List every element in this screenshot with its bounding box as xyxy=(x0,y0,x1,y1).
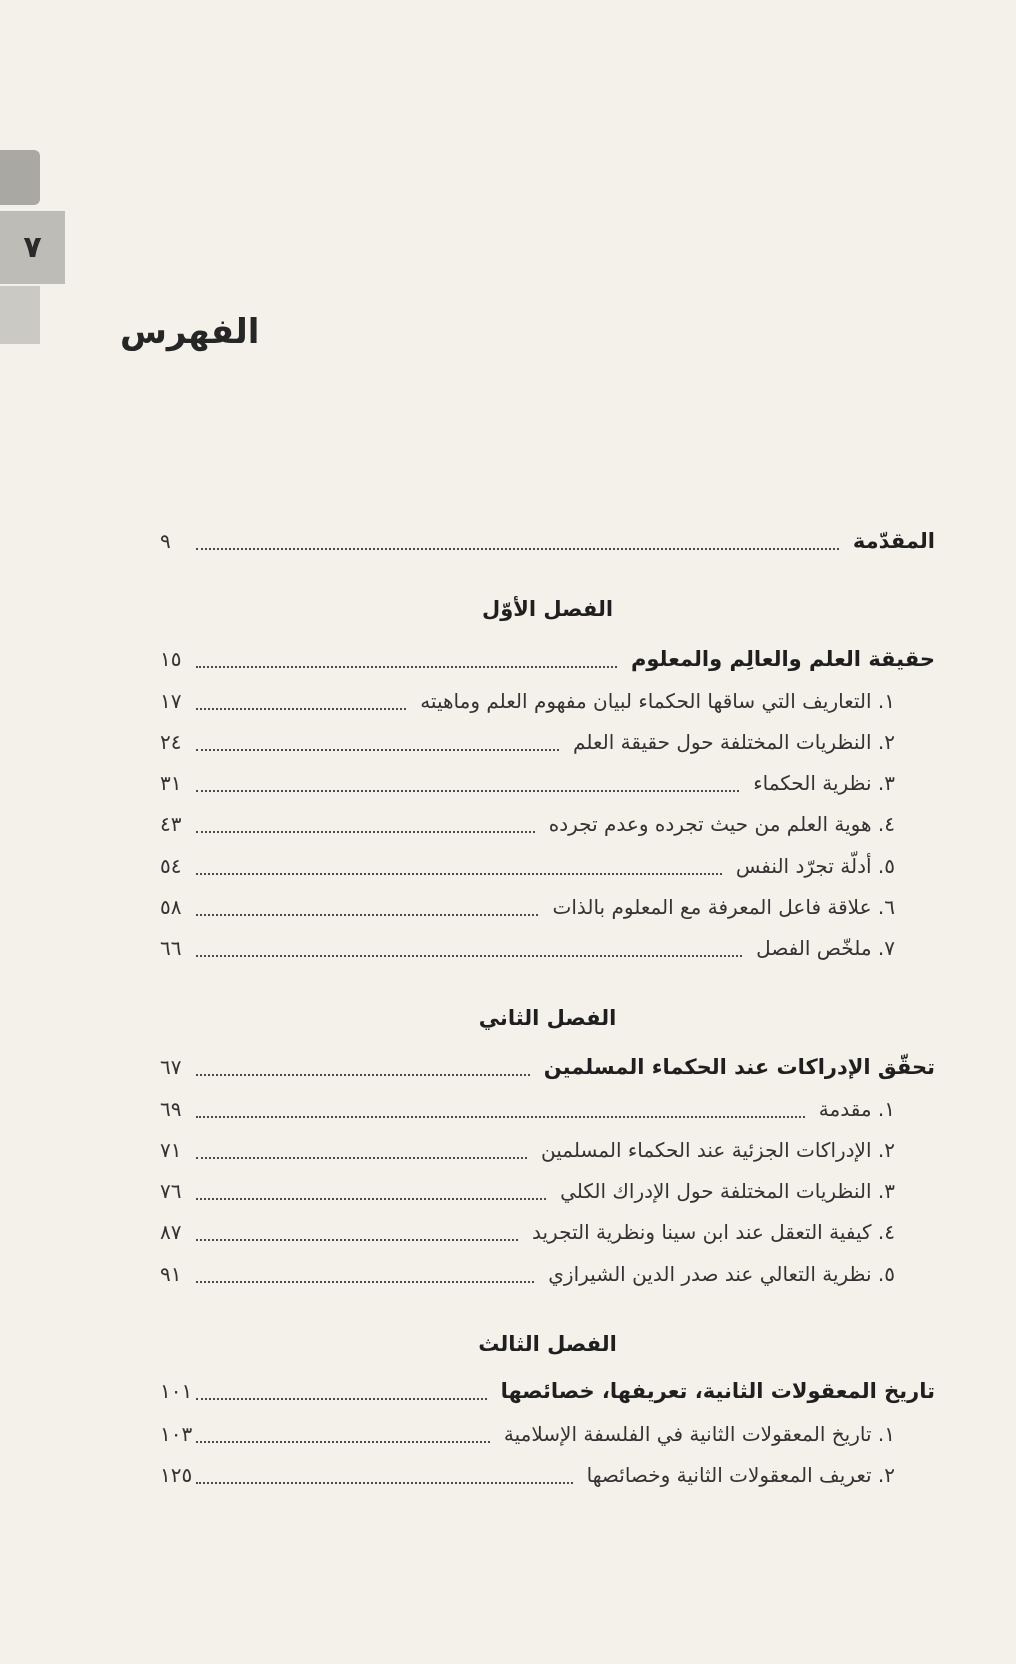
toc-entry[interactable] xyxy=(160,1130,935,1170)
toc-entry[interactable] xyxy=(160,1212,935,1252)
chapter-heading: الفصل الأوّل xyxy=(481,597,614,621)
page-edge-mark xyxy=(0,286,40,344)
toc-entry-label: ٢. الإدراكات الجزئية عند الحكماء المسلمين xyxy=(541,1138,895,1162)
dot-leader xyxy=(196,1074,530,1076)
toc-entry-label: ٦. علاقة فاعل المعرفة مع المعلوم بالذات xyxy=(552,895,895,919)
toc-chapter-title[interactable] xyxy=(160,1371,935,1411)
page-number: ٧ xyxy=(23,230,42,265)
toc-entry-label: تحقّق الإدراكات عند الحكماء المسلمين xyxy=(543,1055,935,1079)
dot-leader xyxy=(196,831,535,833)
toc-entry[interactable] xyxy=(160,1171,935,1211)
dot-leader xyxy=(196,1281,534,1283)
dot-leader xyxy=(196,1198,546,1200)
toc-entry-page: ٢٤ xyxy=(160,730,182,754)
dot-leader xyxy=(196,708,406,710)
toc-entry[interactable] xyxy=(160,928,935,968)
toc-entry-label: ١. مقدمة xyxy=(818,1097,895,1121)
toc-entry-page: ٥٤ xyxy=(160,854,182,878)
toc-entry-label: ١. التعاريف التي ساقها الحكماء لبيان مفهوم العلم وماهيته xyxy=(420,689,895,713)
toc-entry-intro[interactable] xyxy=(160,521,935,561)
dot-leader xyxy=(196,1157,527,1159)
toc-entry-page: ٧١ xyxy=(160,1138,182,1162)
dot-leader xyxy=(196,1441,490,1443)
toc-entry-label: ٤. هوية العلم من حيث تجرده وعدم تجرده xyxy=(548,812,895,836)
toc-entry[interactable] xyxy=(160,763,935,803)
page-title: الفهرس xyxy=(120,312,260,352)
dot-leader xyxy=(196,955,742,957)
toc-entry-page: ٧٦ xyxy=(160,1179,182,1203)
toc-entry-page: ٦٩ xyxy=(160,1097,182,1121)
toc-entry-page: ٥٨ xyxy=(160,895,182,919)
toc-entry-label: ٤. كيفية التعقل عند ابن سينا ونظرية التجريد xyxy=(531,1220,895,1244)
toc-entry-label: ٧. ملخّص الفصل xyxy=(756,936,895,960)
toc-entry-label: ٢. النظريات المختلفة حول حقيقة العلم xyxy=(573,730,895,754)
toc-entry-label: حقيقة العلم والعالِم والمعلوم xyxy=(630,647,935,671)
toc-entry-label: ٢. تعريف المعقولات الثانية وخصائصها xyxy=(586,1463,895,1487)
toc-entry[interactable] xyxy=(160,804,935,844)
toc-entry-page: ٦٧ xyxy=(160,1055,182,1079)
toc-entry-label: تاريخ المعقولات الثانية، تعريفها، خصائصها xyxy=(500,1379,935,1403)
toc-entry-page: ٤٣ xyxy=(160,812,182,836)
toc-entry[interactable] xyxy=(160,722,935,762)
toc-entry-page: ٩ xyxy=(160,529,171,553)
toc-entry-label: ٣. النظريات المختلفة حول الإدراك الكلي xyxy=(560,1179,895,1203)
dot-leader xyxy=(196,1116,805,1118)
toc-entry-page: ١٥ xyxy=(160,647,182,671)
toc-entry-label: ٣. نظرية الحكماء xyxy=(753,771,895,795)
toc-entry[interactable] xyxy=(160,1089,935,1129)
toc-entry[interactable] xyxy=(160,1455,935,1495)
toc-chapter-title[interactable] xyxy=(160,1047,935,1087)
toc-entry-page: ٦٦ xyxy=(160,936,182,960)
toc-entry-page: ٩١ xyxy=(160,1262,182,1286)
toc-entry[interactable] xyxy=(160,846,935,886)
dot-leader xyxy=(196,1398,487,1400)
page-number-tab xyxy=(0,211,65,284)
toc-entry-page: ١٢٥ xyxy=(160,1463,193,1487)
chapter-heading: الفصل الثاني xyxy=(478,1006,617,1030)
toc-entry-label: ١. تاريخ المعقولات الثانية في الفلسفة الإسلامية xyxy=(503,1422,895,1446)
toc-entry-page: ٨٧ xyxy=(160,1220,182,1244)
chapter-heading: الفصل الثالث xyxy=(478,1332,617,1356)
dot-leader xyxy=(196,548,839,550)
dot-leader xyxy=(196,790,739,792)
toc-entry-label: المقدّمة xyxy=(852,529,935,553)
dot-leader xyxy=(196,1239,518,1241)
toc-entry[interactable] xyxy=(160,887,935,927)
page-edge-mark xyxy=(0,150,40,205)
dot-leader xyxy=(196,666,617,668)
toc-chapter-title[interactable] xyxy=(160,639,935,679)
toc-entry-page: ١٧ xyxy=(160,689,182,713)
toc-entry-page: ١٠٣ xyxy=(160,1422,193,1446)
toc-entry[interactable] xyxy=(160,1414,935,1454)
toc-entry[interactable] xyxy=(160,681,935,721)
toc-entry[interactable] xyxy=(160,1254,935,1294)
toc-entry-label: ٥. نظرية التعالي عند صدر الدين الشيرازي xyxy=(548,1262,895,1286)
toc-entry-page: ٣١ xyxy=(160,771,182,795)
toc-entry-label: ٥. أدلّة تجرّد النفس xyxy=(735,854,895,878)
dot-leader xyxy=(196,873,722,875)
dot-leader xyxy=(196,749,559,751)
dot-leader xyxy=(196,914,538,916)
dot-leader xyxy=(196,1482,573,1484)
toc-entry-page: ١٠١ xyxy=(160,1379,193,1403)
